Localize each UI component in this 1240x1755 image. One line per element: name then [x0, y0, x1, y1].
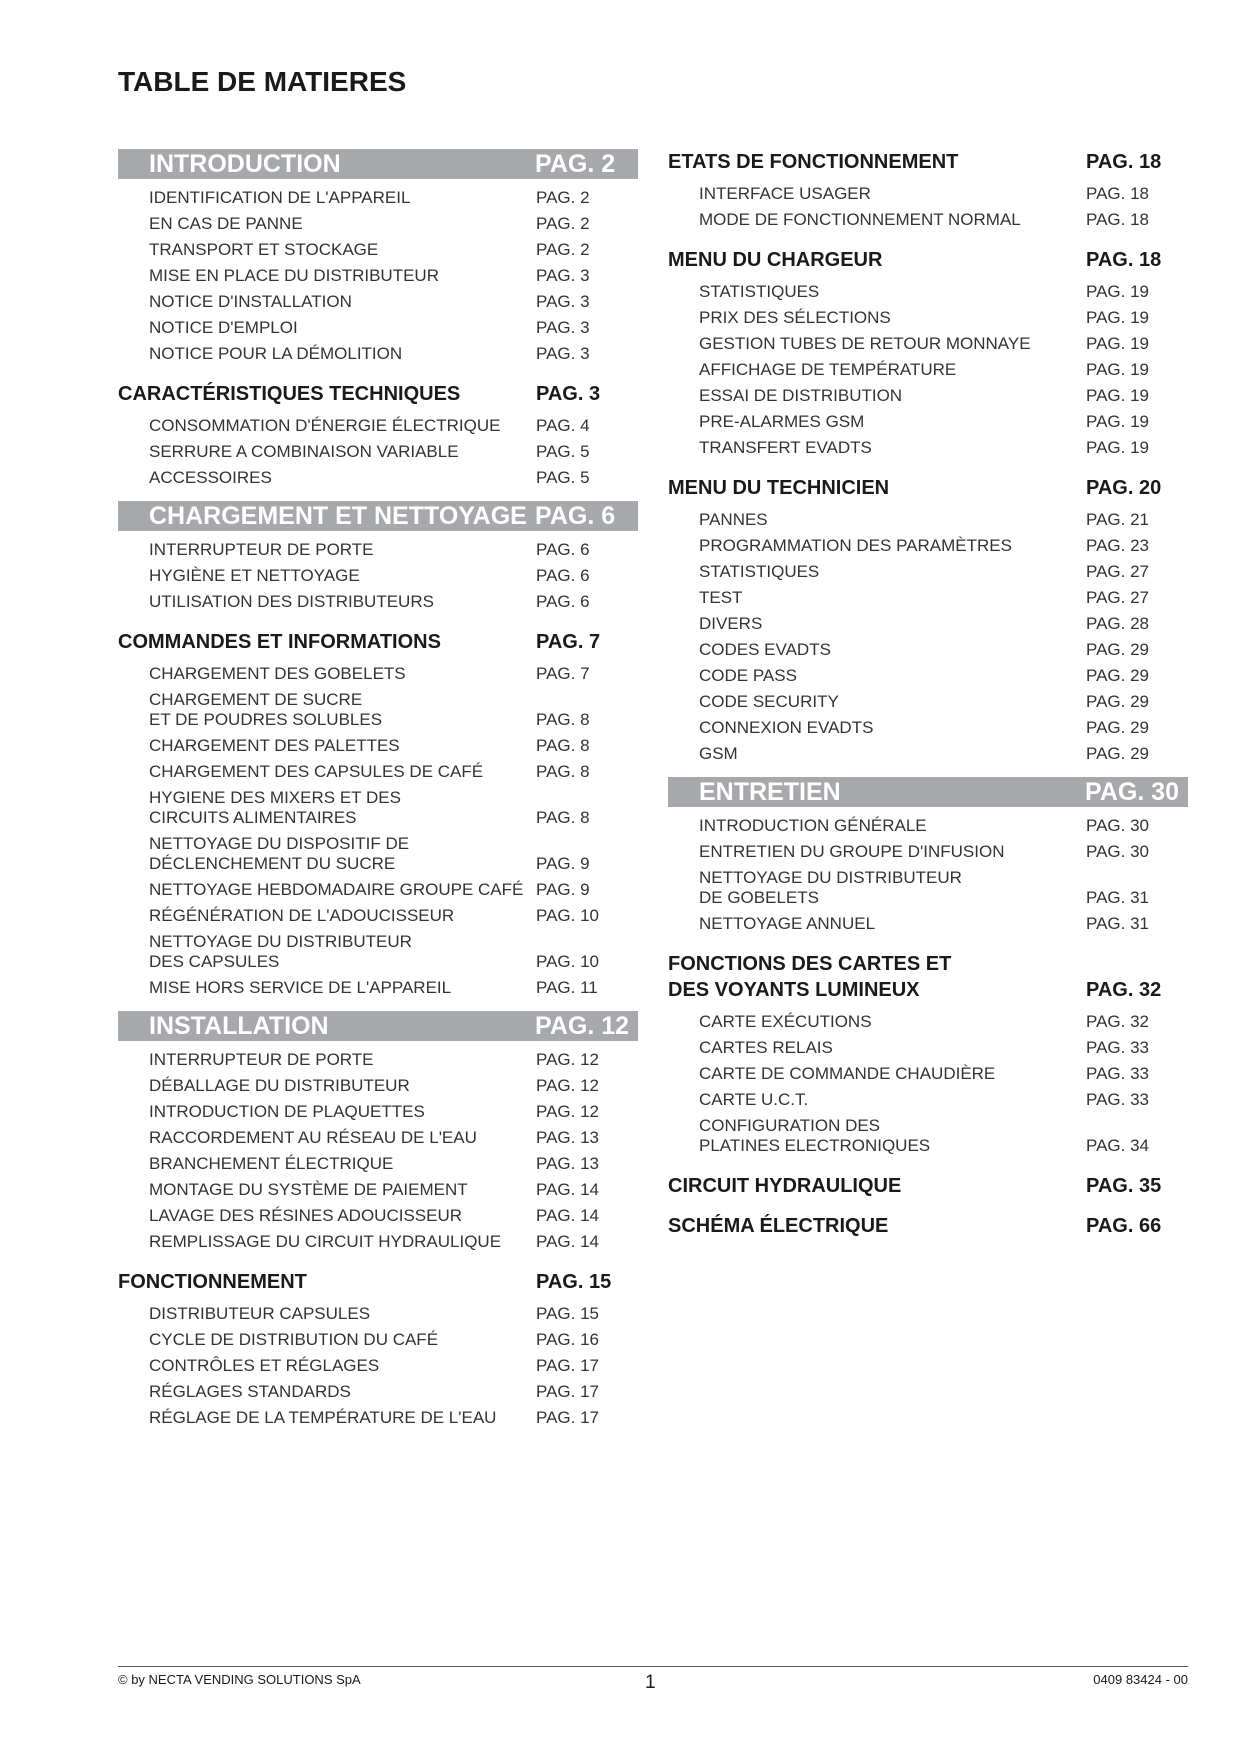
toc-entry-page: PAG. 5 [536, 468, 590, 487]
toc-entry-page: PAG. 29 [1086, 718, 1149, 737]
toc-entry-label: NOTICE D'INSTALLATION [149, 292, 352, 311]
toc-entry-list [668, 1003, 1188, 1159]
toc-section-heading[interactable] [118, 501, 638, 531]
toc-entry-page: PAG. 2 [536, 214, 590, 233]
toc-section-title: COMMANDES ET INFORMATIONS [118, 631, 441, 653]
toc-entry-page: PAG. 29 [1086, 744, 1149, 763]
toc-entry-label: NOTICE D'EMPLOI [149, 318, 298, 337]
toc-entry[interactable] [668, 839, 1188, 865]
toc-entry[interactable] [668, 715, 1188, 741]
toc-entry-label: CARTES RELAIS [699, 1038, 833, 1057]
toc-entry-page: PAG. 12 [536, 1076, 599, 1095]
toc-section [668, 1173, 1188, 1199]
toc-entry-list [118, 407, 638, 491]
toc-section [118, 149, 638, 367]
toc-entry-label: MISE HORS SERVICE DE L'APPAREIL [149, 978, 452, 997]
toc-entry-page: PAG. 9 [536, 880, 590, 899]
toc-entry[interactable] [668, 383, 1188, 409]
toc-section-page: PAG. 30 [1085, 778, 1180, 806]
toc-entry-page: PAG. 16 [536, 1330, 599, 1349]
toc-section-title: MENU DU TECHNICIEN [668, 477, 890, 499]
toc-section-page: PAG. 66 [1086, 1215, 1162, 1237]
toc-entry-page: PAG. 9 [536, 854, 590, 873]
toc-entry-page: PAG. 18 [1086, 184, 1149, 203]
toc-entry-page: PAG. 13 [536, 1154, 599, 1173]
toc-entry[interactable] [668, 865, 1188, 911]
toc-entry-page: PAG. 8 [536, 808, 590, 827]
toc-entry[interactable] [118, 341, 638, 367]
toc-entry-label: STATISTIQUES [699, 562, 820, 581]
toc-entry-label: NETTOYAGE HEBDOMADAIRE GROUPE CAFÉ [149, 880, 524, 899]
toc-entry[interactable] [118, 1151, 638, 1177]
toc-entry[interactable] [668, 559, 1188, 585]
toc-entry-page: PAG. 31 [1086, 914, 1149, 933]
toc-entry-label: INTRODUCTION DE PLAQUETTES [149, 1102, 425, 1121]
toc-entry-label: INTERRUPTEUR DE PORTE [149, 1050, 374, 1069]
toc-entry-page: PAG. 6 [536, 540, 590, 559]
toc-entry-label: CONFIGURATION DES PLATINES ELECTRONIQUES [699, 1116, 931, 1155]
toc-entry-page: PAG. 8 [536, 736, 590, 755]
toc-entry-page: PAG. 19 [1086, 282, 1149, 301]
toc-section-heading[interactable] [118, 381, 638, 407]
toc-entry-label: NETTOYAGE DU DISPOSITIF DE DÉCLENCHEMENT DU SUCRE [149, 834, 410, 873]
toc-entry-list [118, 1041, 638, 1255]
toc-entry-label: BRANCHEMENT ÉLECTRIQUE [149, 1154, 394, 1173]
toc-entry[interactable] [668, 663, 1188, 689]
toc-entry-label: CONSOMMATION D'ÉNERGIE ÉLECTRIQUE [149, 416, 501, 435]
toc-entry-page: PAG. 33 [1086, 1090, 1149, 1109]
toc-section-heading[interactable] [118, 629, 638, 655]
toc-entry-label: GSM [699, 744, 738, 763]
toc-entry-label: INTERFACE USAGER [699, 184, 871, 203]
toc-section-title: INSTALLATION [149, 1012, 329, 1040]
toc-entry-label: RÉGLAGES STANDARDS [149, 1382, 351, 1401]
footer-doc-code: 0409 83424 - 00 [1093, 1672, 1188, 1687]
toc-entry-page: PAG. 8 [536, 710, 590, 729]
toc-section-title: MENU DU CHARGEUR [668, 249, 883, 271]
toc-entry-label: RÉGLAGE DE LA TEMPÉRATURE DE L'EAU [149, 1408, 497, 1427]
toc-entry-page: PAG. 17 [536, 1356, 599, 1375]
toc-section-page: PAG. 7 [536, 631, 601, 653]
toc-entry[interactable] [118, 1073, 638, 1099]
toc-entry[interactable] [668, 1113, 1188, 1159]
toc-entry[interactable] [118, 877, 638, 903]
toc-entry[interactable] [118, 1301, 638, 1327]
toc-entry-page: PAG. 10 [536, 906, 599, 925]
toc-entry-page: PAG. 27 [1086, 562, 1149, 581]
toc-section-heading[interactable] [668, 475, 1188, 501]
toc-section-title: ENTRETIEN [699, 778, 841, 806]
toc-entry-label: CYCLE DE DISTRIBUTION DU CAFÉ [149, 1330, 439, 1349]
toc-entry[interactable] [668, 741, 1188, 767]
toc-section [668, 475, 1188, 767]
toc-section [668, 149, 1188, 233]
toc-entry[interactable] [118, 1379, 638, 1405]
toc-entry-list [118, 655, 638, 1001]
toc-entry-label: PRIX DES SÉLECTIONS [699, 308, 891, 327]
toc-entry-page: PAG. 32 [1086, 1012, 1149, 1031]
toc-entry[interactable] [118, 315, 638, 341]
toc-entry-page: PAG. 5 [536, 442, 590, 461]
toc-entry-label: CARTE EXÉCUTIONS [699, 1012, 872, 1031]
toc-entry[interactable] [118, 289, 638, 315]
footer-copyright: © by NECTA VENDING SOLUTIONS SpA [118, 1672, 361, 1687]
toc-section [118, 629, 638, 1001]
toc-entry-page: PAG. 14 [536, 1180, 599, 1199]
toc-entry-label: MISE EN PLACE DU DISTRIBUTEUR [149, 266, 439, 285]
toc-entry-label: RÉGÉNÉRATION DE L'ADOUCISSEUR [149, 906, 455, 925]
toc-entry-page: PAG. 19 [1086, 334, 1149, 353]
toc-entry-page: PAG. 3 [536, 292, 590, 311]
toc-section-title: FONCTIONS DES CARTES ET DES VOYANTS LUMINEUX [668, 953, 952, 1001]
toc-entry[interactable] [668, 305, 1188, 331]
toc-entry-page: PAG. 2 [536, 240, 590, 259]
toc-left-column [118, 149, 638, 1431]
toc-entry[interactable] [118, 975, 638, 1001]
toc-entry-list [118, 531, 638, 615]
toc-entry[interactable] [668, 1087, 1188, 1113]
toc-section [668, 1213, 1188, 1239]
toc-entry-page: PAG. 7 [536, 664, 590, 683]
toc-entry[interactable] [118, 759, 638, 785]
toc-section-title: FONCTIONNEMENT [118, 1271, 307, 1293]
toc-entry-page: PAG. 10 [536, 952, 599, 971]
toc-entry-label: EN CAS DE PANNE [149, 214, 303, 233]
toc-entry-label: REMPLISSAGE DU CIRCUIT HYDRAULIQUE [149, 1232, 502, 1251]
toc-entry-label: CODE SECURITY [699, 692, 839, 711]
toc-section-page: PAG. 6 [535, 502, 616, 530]
toc-entry-label: AFFICHAGE DE TEMPÉRATURE [699, 360, 957, 379]
toc-entry-label: NETTOYAGE DU DISTRIBUTEUR DE GOBELETS [699, 868, 962, 907]
toc-entry[interactable] [668, 409, 1188, 435]
toc-entry-page: PAG. 14 [536, 1232, 599, 1251]
toc-entry[interactable] [118, 211, 638, 237]
toc-right-column [668, 149, 1188, 1239]
toc-entry-page: PAG. 17 [536, 1408, 599, 1427]
toc-entry[interactable] [118, 1177, 638, 1203]
toc-entry[interactable] [668, 1061, 1188, 1087]
toc-entry-page: PAG. 29 [1086, 640, 1149, 659]
toc-entry-list [118, 1295, 638, 1431]
toc-entry-label: CONNEXION EVADTS [699, 718, 874, 737]
toc-entry[interactable] [118, 831, 638, 877]
toc-section-title: CHARGEMENT ET NETTOYAGE [149, 502, 527, 530]
toc-entry[interactable] [118, 1125, 638, 1151]
toc-entry-label: TEST [699, 588, 743, 607]
toc-entry-page: PAG. 19 [1086, 360, 1149, 379]
toc-entry[interactable] [118, 237, 638, 263]
toc-entry-page: PAG. 11 [536, 978, 598, 997]
toc-entry[interactable] [118, 903, 638, 929]
toc-entry-label: RACCORDEMENT AU RÉSEAU DE L'EAU [149, 1128, 477, 1147]
toc-entry-page: PAG. 27 [1086, 588, 1149, 607]
toc-entry[interactable] [118, 1229, 638, 1255]
toc-entry[interactable] [668, 507, 1188, 533]
toc-entry[interactable] [668, 689, 1188, 715]
toc-entry[interactable] [118, 1405, 638, 1431]
toc-section [118, 501, 638, 615]
toc-section-title: CIRCUIT HYDRAULIQUE [668, 1175, 902, 1197]
toc-section-heading[interactable] [668, 149, 1188, 175]
toc-section [118, 1011, 638, 1255]
toc-entry-label: CHARGEMENT DE SUCRE ET DE POUDRES SOLUBLES [149, 690, 383, 729]
toc-entry-page: PAG. 19 [1086, 308, 1149, 327]
toc-section-page: PAG. 12 [535, 1012, 630, 1040]
toc-entry-page: PAG. 29 [1086, 692, 1149, 711]
footer-page-number: 1 [645, 1672, 656, 1693]
toc-entry-page: PAG. 34 [1086, 1136, 1149, 1155]
toc-section [118, 381, 638, 491]
toc-entry-label: ENTRETIEN DU GROUPE D'INFUSION [699, 842, 1005, 861]
toc-entry[interactable] [118, 733, 638, 759]
toc-entry-label: HYGIENE DES MIXERS ET DES CIRCUITS ALIMENTAIRES [149, 788, 401, 827]
toc-entry-label: INTERRUPTEUR DE PORTE [149, 540, 374, 559]
toc-entry-page: PAG. 29 [1086, 666, 1149, 685]
toc-entry-label: CHARGEMENT DES GOBELETS [149, 664, 406, 683]
toc-entry-page: PAG. 6 [536, 566, 590, 585]
toc-entry-label: DIVERS [699, 614, 763, 633]
toc-entry-label: ESSAI DE DISTRIBUTION [699, 386, 903, 405]
toc-entry[interactable] [668, 637, 1188, 663]
toc-entry-list [668, 273, 1188, 461]
toc-entry-label: LAVAGE DES RÉSINES ADOUCISSEUR [149, 1206, 463, 1225]
toc-entry[interactable] [118, 1047, 638, 1073]
toc-section [118, 1269, 638, 1431]
toc-entry-page: PAG. 33 [1086, 1064, 1149, 1083]
toc-section [668, 777, 1188, 937]
toc-entry-page: PAG. 33 [1086, 1038, 1149, 1057]
toc-section-heading[interactable] [668, 1173, 1188, 1199]
toc-entry[interactable] [118, 687, 638, 733]
toc-entry[interactable] [118, 785, 638, 831]
toc-entry-page: PAG. 28 [1086, 614, 1149, 633]
toc-section-page: PAG. 18 [1086, 249, 1162, 271]
toc-entry[interactable] [668, 1035, 1188, 1061]
toc-entry-label: NETTOYAGE DU DISTRIBUTEUR DES CAPSULES [149, 932, 412, 971]
toc-entry[interactable] [118, 563, 638, 589]
toc-entry-page: PAG. 12 [536, 1102, 599, 1121]
toc-entry-page: PAG. 3 [536, 344, 590, 363]
toc-entry-page: PAG. 14 [536, 1206, 599, 1225]
toc-section-page: PAG. 35 [1086, 1175, 1162, 1197]
toc-entry-label: INTRODUCTION GÉNÉRALE [699, 816, 927, 835]
toc-section-heading[interactable] [668, 247, 1188, 273]
toc-entry-label: CHARGEMENT DES PALETTES [149, 736, 400, 755]
toc-entry[interactable] [668, 279, 1188, 305]
toc-entry-page: PAG. 30 [1086, 842, 1149, 861]
toc-entry-label: DÉBALLAGE DU DISTRIBUTEUR [149, 1076, 410, 1095]
toc-entry[interactable] [668, 357, 1188, 383]
toc-entry-page: PAG. 18 [1086, 210, 1149, 229]
toc-section-heading[interactable] [668, 951, 1188, 1003]
toc-entry-list [668, 501, 1188, 767]
toc-entry-label: PRE-ALARMES GSM [699, 412, 865, 431]
toc-entry-label: HYGIÈNE ET NETTOYAGE [149, 566, 360, 585]
toc-entry[interactable] [668, 331, 1188, 357]
toc-section [668, 247, 1188, 461]
toc-entry-page: PAG. 15 [536, 1304, 599, 1323]
toc-entry[interactable] [668, 207, 1188, 233]
toc-entry[interactable] [668, 533, 1188, 559]
toc-entry-label: MODE DE FONCTIONNEMENT NORMAL [699, 210, 1021, 229]
toc-entry-label: CODES EVADTS [699, 640, 831, 659]
toc-entry[interactable] [118, 185, 638, 211]
toc-entry-label: CONTRÔLES ET RÉGLAGES [149, 1356, 380, 1375]
toc-entry-page: PAG. 30 [1086, 816, 1149, 835]
toc-entry-label: CARTE DE COMMANDE CHAUDIÈRE [699, 1064, 996, 1083]
toc-entry[interactable] [668, 1009, 1188, 1035]
toc-section-title: CARACTÉRISTIQUES TECHNIQUES [118, 383, 461, 405]
toc-entry-page: PAG. 17 [536, 1382, 599, 1401]
toc-entry-label: SERRURE A COMBINAISON VARIABLE [149, 442, 459, 461]
toc-entry[interactable] [118, 661, 638, 687]
toc-entry-label: PROGRAMMATION DES PARAMÈTRES [699, 536, 1012, 555]
toc-entry-page: PAG. 2 [536, 188, 590, 207]
toc-entry-label: UTILISATION DES DISTRIBUTEURS [149, 592, 434, 611]
toc-section-title: INTRODUCTION [149, 150, 341, 178]
toc-section-page: PAG. 15 [536, 1271, 612, 1293]
toc-section-page: PAG. 20 [1086, 477, 1162, 499]
toc-entry[interactable] [118, 929, 638, 975]
toc-entry-page: PAG. 4 [536, 416, 590, 435]
toc-entry[interactable] [668, 911, 1188, 937]
toc-entry-page: PAG. 23 [1086, 536, 1149, 555]
toc-entry-label: DISTRIBUTEUR CAPSULES [149, 1304, 371, 1323]
toc-entry-page: PAG. 13 [536, 1128, 599, 1147]
toc-entry[interactable] [118, 1099, 638, 1125]
toc-entry-label: IDENTIFICATION DE L'APPAREIL [149, 188, 411, 207]
toc-entry[interactable] [118, 263, 638, 289]
toc-entry[interactable] [118, 1203, 638, 1229]
toc-section [668, 951, 1188, 1159]
toc-entry-page: PAG. 8 [536, 762, 590, 781]
toc-entry-label: GESTION TUBES DE RETOUR MONNAYE [699, 334, 1031, 353]
toc-section-page: PAG. 32 [1086, 979, 1162, 1001]
toc-section-heading[interactable] [118, 1011, 638, 1041]
toc-entry-label: CARTE U.C.T. [699, 1090, 809, 1109]
toc-entry-list [118, 179, 638, 367]
toc-entry-page: PAG. 12 [536, 1050, 599, 1069]
toc-entry-label: CHARGEMENT DES CAPSULES DE CAFÉ [149, 762, 484, 781]
footer-divider [118, 1666, 1188, 1667]
toc-entry-label: NETTOYAGE ANNUEL [699, 914, 876, 933]
toc-entry[interactable] [118, 537, 638, 563]
toc-entry-label: NOTICE POUR LA DÉMOLITION [149, 344, 403, 363]
toc-entry-page: PAG. 3 [536, 318, 590, 337]
toc-entry[interactable] [668, 813, 1188, 839]
toc-entry-page: PAG. 3 [536, 266, 590, 285]
toc-entry[interactable] [118, 589, 638, 615]
toc-entry[interactable] [118, 1353, 638, 1379]
toc-entry-list [668, 175, 1188, 233]
toc-entry-label: CODE PASS [699, 666, 797, 685]
toc-entry[interactable] [118, 413, 638, 439]
toc-section-title: ETATS DE FONCTIONNEMENT [668, 151, 959, 173]
toc-entry[interactable] [118, 439, 638, 465]
toc-section-heading[interactable] [118, 1269, 638, 1295]
toc-section-heading[interactable] [668, 1213, 1188, 1239]
toc-entry[interactable] [668, 435, 1188, 461]
toc-entry[interactable] [668, 611, 1188, 637]
toc-section-heading[interactable] [668, 777, 1188, 807]
toc-entry-page: PAG. 21 [1086, 510, 1149, 529]
toc-section-title: SCHÉMA ÉLECTRIQUE [668, 1215, 889, 1237]
toc-entry-list [668, 807, 1188, 937]
toc-entry-page: PAG. 6 [536, 592, 590, 611]
toc-section-page: PAG. 2 [535, 150, 616, 178]
toc-entry[interactable] [668, 181, 1188, 207]
page-title: TABLE DE MATIERES [118, 66, 407, 97]
toc-entry-label: STATISTIQUES [699, 282, 820, 301]
toc-entry-page: PAG. 31 [1086, 888, 1149, 907]
toc-entry-label: ACCESSOIRES [149, 468, 272, 487]
toc-entry-label: TRANSPORT ET STOCKAGE [149, 240, 379, 259]
toc-entry-label: MONTAGE DU SYSTÈME DE PAIEMENT [149, 1180, 468, 1199]
toc-entry-label: PANNES [699, 510, 768, 529]
toc-entry-label: TRANSFERT EVADTS [699, 438, 872, 457]
toc-section-page: PAG. 18 [1086, 151, 1162, 173]
toc-entry[interactable] [118, 1327, 638, 1353]
toc-entry[interactable] [118, 465, 638, 491]
toc-entry-page: PAG. 19 [1086, 438, 1149, 457]
toc-section-heading[interactable] [118, 149, 638, 179]
toc-entry-page: PAG. 19 [1086, 386, 1149, 405]
toc-section-page: PAG. 3 [536, 383, 601, 405]
toc-entry-page: PAG. 19 [1086, 412, 1149, 431]
toc-entry[interactable] [668, 585, 1188, 611]
